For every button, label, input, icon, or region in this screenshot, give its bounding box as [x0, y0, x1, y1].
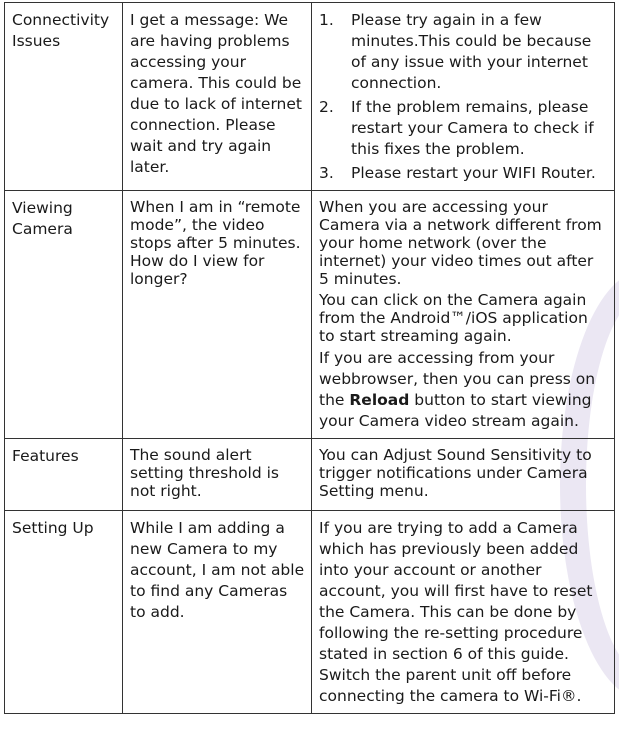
solution-text: If you are accessing from your webbrowser, then you can press on the — [319, 349, 596, 409]
table-row — [5, 511, 615, 714]
category-cell: Setting Up — [5, 511, 123, 714]
step-text: If the problem remains, please restart your Camera to check if this fixes the problem. — [351, 98, 594, 158]
problem-cell: While I am adding a new Camera to my account, I am not able to find any Cameras to add. — [123, 511, 312, 714]
solution-text: button to start viewing your Camera video stream again. — [319, 391, 592, 430]
problem-cell: I get a message: We are having problems accessing your camera. This could be due to lack of internet connection. Please wait and try again later. — [123, 3, 312, 191]
category-cell: Viewing Camera — [5, 191, 123, 439]
solution-cell — [312, 3, 615, 191]
list-item — [319, 97, 608, 160]
step-number: 2. — [319, 98, 334, 116]
step-number: 1. — [319, 11, 334, 29]
solution-paragraph: You can click on the Camera again from the Android™/iOS application to start streaming again. — [319, 291, 588, 345]
solution-cell — [312, 191, 615, 439]
solution-paragraph — [319, 348, 608, 432]
list-item — [319, 10, 608, 94]
solution-steps-list — [319, 10, 608, 184]
solution-cell: If you are trying to add a Camera which has previously been added into your account or another account, you will first have to reset the Camera. This can be done by following the re-setting procedure stated in section 6 of this guide. Switch the parent unit off before connecting the camera to Wi-Fi®. — [312, 511, 615, 714]
solution-paragraph: When you are accessing your Camera via a network different from your home network (over the internet) your video times out after 5 minutes. — [319, 198, 602, 288]
category-cell: Connectivity Issues — [5, 3, 123, 191]
list-item — [319, 163, 608, 184]
troubleshooting-table — [4, 2, 615, 714]
step-number: 3. — [319, 164, 334, 182]
table-row — [5, 439, 615, 511]
solution-cell: You can Adjust Sound Sensitivity to trigger notifications under Camera Setting menu. — [312, 439, 615, 511]
step-text: Please try again in a few minutes.This could be because of any issue with your internet connection. — [351, 11, 592, 92]
reload-keyword: Reload — [349, 391, 410, 409]
table-row — [5, 191, 615, 439]
category-cell: Features — [5, 439, 123, 511]
step-text: Please restart your WIFI Router. — [351, 164, 596, 182]
problem-cell: The sound alert setting threshold is not right. — [123, 439, 312, 511]
table-row — [5, 3, 615, 191]
problem-cell: When I am in “remote mode”, the video stops after 5 minutes. How do I view for longer? — [123, 191, 312, 439]
